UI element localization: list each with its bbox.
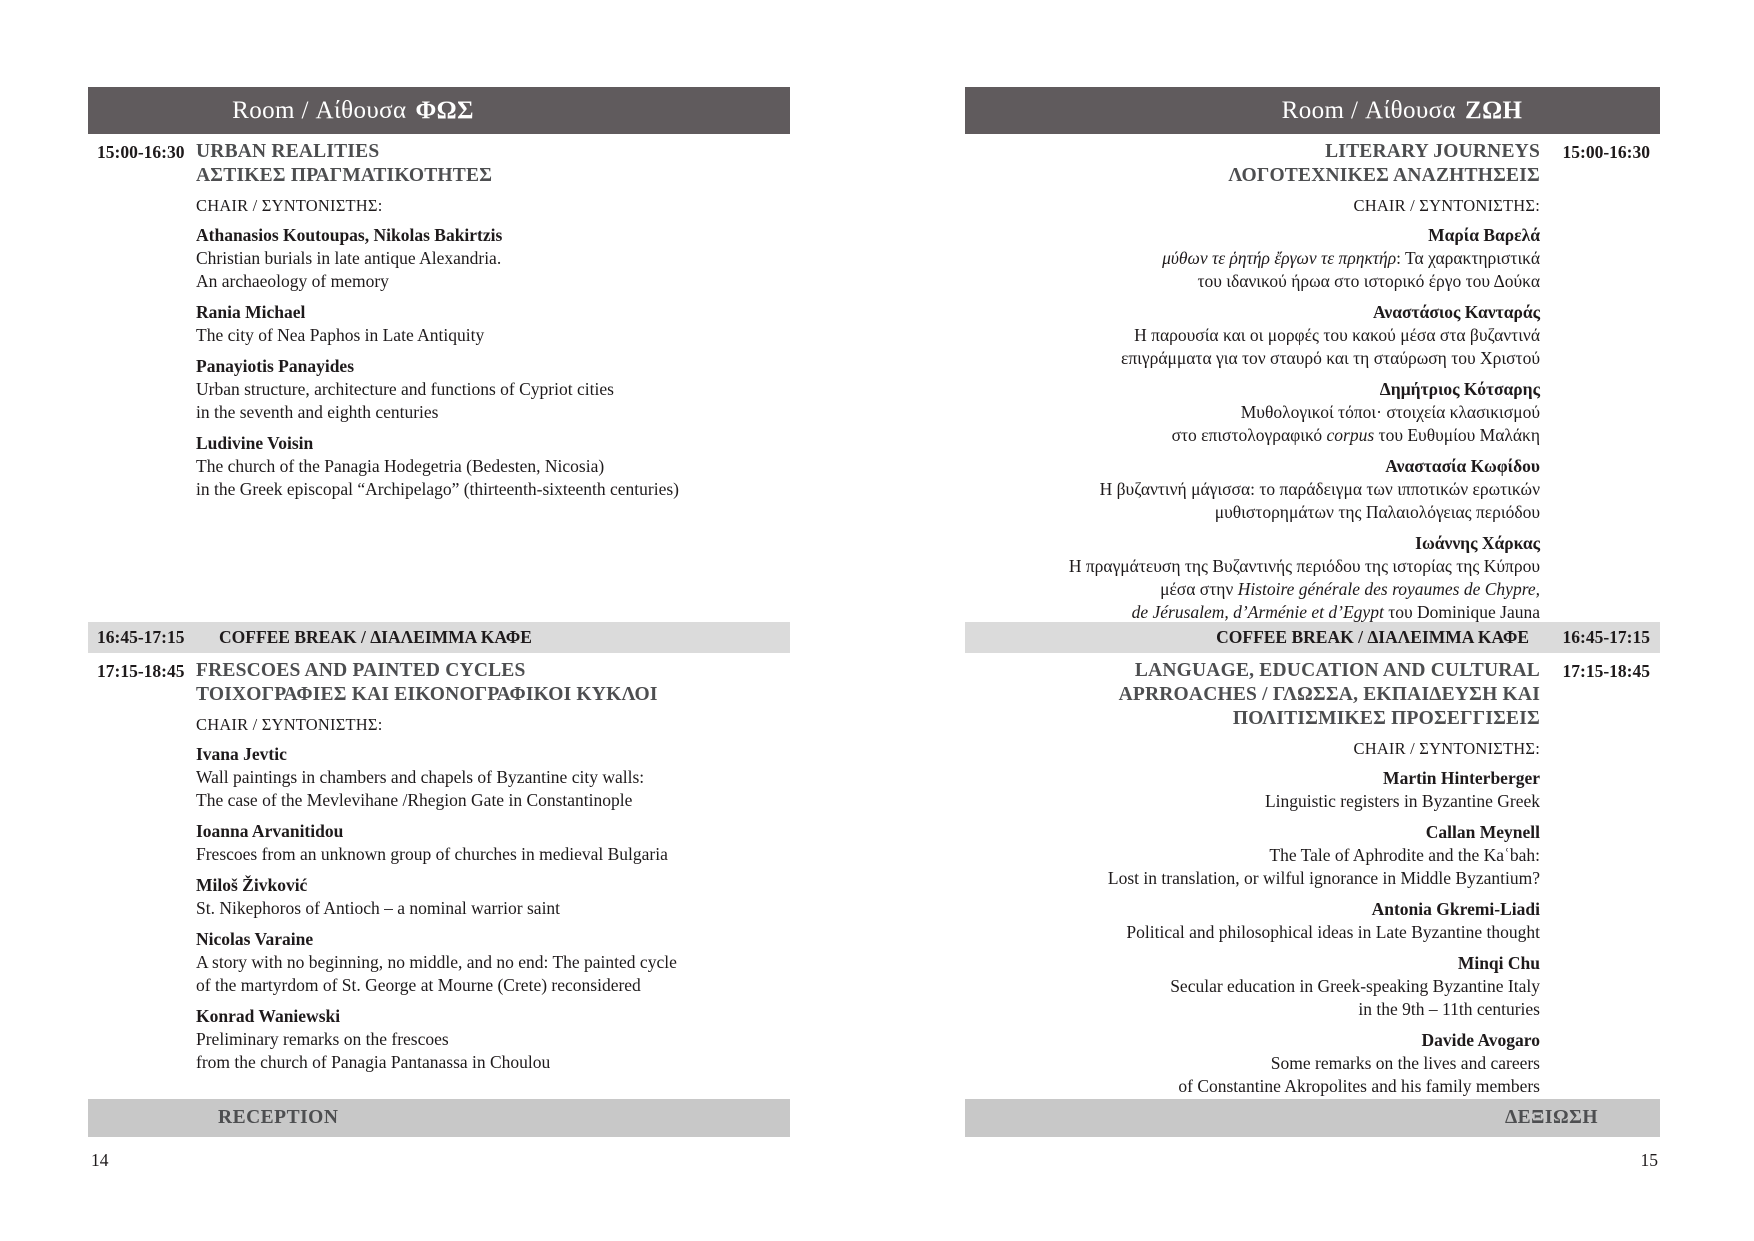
- paper-entry: [971, 532, 1540, 624]
- session-block: [965, 140, 1660, 624]
- session-title: [971, 140, 1540, 188]
- paper-title-line: The case of the Mevlevihane /Rhegion Gate in Constantinople: [196, 790, 633, 810]
- paper-author: Δημήτριος Κότσαρης: [1379, 379, 1540, 399]
- text-segment: του Dominique Jauna: [1383, 602, 1540, 622]
- paper-title-line: in the 9th – 11th centuries: [1358, 999, 1540, 1019]
- paper-entry: [971, 224, 1540, 293]
- room-name: ΦΩΣ: [415, 96, 474, 124]
- session-content: [196, 659, 784, 1074]
- paper-author: Konrad Waniewski: [196, 1006, 341, 1026]
- session-content: [196, 140, 784, 501]
- paper-author: Nicolas Varaine: [196, 929, 314, 949]
- paper-title-line: [971, 578, 1540, 601]
- paper-title-line: Η πραγμάτευση της Βυζαντινής περιόδου της ιστορίας της Κύπρου: [1068, 556, 1540, 576]
- coffee-break-time: 16:45-17:15: [97, 627, 185, 647]
- paper-entry: [971, 301, 1540, 370]
- italic-segment: de Jérusalem, d’Arménie et d’Egypt: [1131, 602, 1384, 622]
- footer-event-label: ΔΕΞΙΩΣΗ: [1504, 1107, 1598, 1128]
- paper-author: Ivana Jevtic: [196, 744, 287, 764]
- paper-author: Αναστάσιος Κανταράς: [1373, 302, 1540, 322]
- room-header-title: [88, 87, 618, 134]
- paper-entry: [196, 224, 784, 293]
- session-title-line: LANGUAGE, EDUCATION AND CULTURAL: [1134, 660, 1540, 681]
- session-block: [88, 140, 790, 501]
- paper-author: Miloš Živković: [196, 875, 308, 895]
- paper-entry: [196, 874, 784, 920]
- session-block: [965, 659, 1660, 1098]
- chair-label: CHAIR / ΣΥΝΤΟΝΙΣΤΗΣ:: [1353, 739, 1540, 758]
- session-title-line: ΛΟΓΟΤΕΧΝΙΚΕΣ ΑΝΑΖΗΤΗΣΕΙΣ: [1228, 165, 1540, 186]
- page-number: 14: [91, 1150, 109, 1170]
- chair-label: CHAIR / ΣΥΝΤΟΝΙΣΤΗΣ:: [1353, 196, 1540, 215]
- room-label: Room / Αίθουσα: [1281, 96, 1457, 124]
- session-title-line: FRESCOES AND PAINTED CYCLES: [196, 660, 526, 681]
- paper-title-line: Η παρουσία και οι μορφές του κακού μέσα στα βυζαντινά: [1134, 325, 1540, 345]
- text-segment: στο επιστολογραφικό: [1171, 425, 1327, 445]
- paper-author: Rania Michael: [196, 302, 306, 322]
- paper-title-line: The church of the Panagia Hodegetria (Bedesten, Nicosia): [196, 456, 605, 476]
- paper-author: Ιωάννης Χάρκας: [1415, 533, 1540, 553]
- paper-entry: [196, 355, 784, 424]
- room-label: Room / Αίθουσα: [232, 96, 407, 124]
- paper-author: Davide Avogaro: [1421, 1030, 1540, 1050]
- session-title: [196, 659, 784, 707]
- chair-label: CHAIR / ΣΥΝΤΟΝΙΣΤΗΣ:: [196, 196, 383, 215]
- paper-title-line: Secular education in Greek-speaking Byzantine Italy: [1170, 976, 1540, 996]
- italic-segment: Histoire générale des royaumes de Chypre,: [1237, 579, 1540, 599]
- paper-title-line: του ιδανικού ήρωα στο ιστορικό έργο του Δούκα: [1197, 271, 1540, 291]
- paper-entry: [196, 432, 784, 501]
- session-block: [88, 659, 790, 1074]
- paper-entry: [196, 301, 784, 347]
- paper-title-line: of the martyrdom of St. George at Mourne (Crete) reconsidered: [196, 975, 641, 995]
- paper-entry: [971, 821, 1540, 890]
- paper-title-line: An archaeology of memory: [196, 271, 389, 291]
- paper-author: Antonia Gkremi-Liadi: [1371, 899, 1540, 919]
- room-header-title: [1144, 87, 1660, 134]
- session-title-line: ΠΟΛΙΤΙΣΜΙΚΕΣ ΠΡΟΣΕΓΓΙΣΕΙΣ: [1232, 708, 1540, 729]
- room-header-bar-left: [88, 87, 790, 134]
- page-number: 15: [1640, 1150, 1658, 1170]
- paper-title-line: Urban structure, architecture and functions of Cypriot cities: [196, 379, 614, 399]
- text-segment: : Τα χαρακτηριστικά: [1396, 248, 1540, 268]
- paper-entry: [196, 1005, 784, 1074]
- paper-entry: [971, 952, 1540, 1021]
- footer-event-label: RECEPTION: [218, 1107, 339, 1128]
- paper-author: Minqi Chu: [1457, 953, 1540, 973]
- paper-title-line: from the church of Panagia Pantanassa in Choulou: [196, 1052, 551, 1072]
- coffee-break-bar: [88, 622, 790, 653]
- coffee-break-bar: [965, 622, 1660, 653]
- paper-author: Ludivine Voisin: [196, 433, 314, 453]
- paper-entry: [971, 1029, 1540, 1098]
- paper-title-line: Christian burials in late antique Alexandria.: [196, 248, 502, 268]
- session-time: 17:15-18:45: [97, 661, 185, 681]
- coffee-break-label: COFFEE BREAK / ΔΙΑΛΕΙΜΜΑ ΚΑΦΕ: [1216, 627, 1529, 647]
- paper-author: Panayiotis Panayides: [196, 356, 355, 376]
- session-title: [196, 140, 784, 188]
- coffee-break-label: COFFEE BREAK / ΔΙΑΛΕΙΜΜΑ ΚΑΦΕ: [219, 627, 532, 647]
- text-segment: μέσα στην: [1160, 579, 1238, 599]
- text-segment: του Ευθυμίου Μαλάκη: [1374, 425, 1540, 445]
- paper-author: Martin Hinterberger: [1383, 768, 1540, 788]
- session-title-line: ΑΣΤΙΚΕΣ ΠΡΑΓΜΑΤΙΚΟΤΗΤΕΣ: [196, 165, 493, 186]
- session-time: 15:00-16:30: [1562, 142, 1650, 162]
- paper-title-line: of Constantine Akropolites and his family members: [1178, 1076, 1540, 1096]
- paper-author: Μαρία Βαρελά: [1428, 225, 1540, 245]
- paper-entry: [196, 743, 784, 812]
- session-time: 17:15-18:45: [1562, 661, 1650, 681]
- session-time: 15:00-16:30: [97, 142, 185, 162]
- paper-title-line: The city of Nea Paphos in Late Antiquity: [196, 325, 485, 345]
- session-title: [971, 659, 1540, 731]
- paper-title-line: Frescoes from an unknown group of churches in medieval Bulgaria: [196, 844, 668, 864]
- session-title-line: APRROACHES / ΓΛΩΣΣΑ, ΕΚΠΑΙΔΕΥΣΗ ΚΑΙ: [1118, 684, 1540, 705]
- paper-title-line: επιγράμματα για τον σταυρό και τη σταύρωση του Χριστού: [1120, 348, 1540, 368]
- paper-title-line: A story with no beginning, no middle, and no end: The painted cycle: [196, 952, 677, 972]
- footer-event-bar: [965, 1099, 1660, 1137]
- paper-title-line: [971, 424, 1540, 447]
- paper-title-line: Linguistic registers in Byzantine Greek: [1264, 791, 1540, 811]
- coffee-break-time: 16:45-17:15: [1562, 627, 1650, 647]
- session-title-line: LITERARY JOURNEYS: [1325, 141, 1540, 162]
- paper-title-line: The Tale of Aphrodite and the Kaʿbah:: [1269, 845, 1540, 865]
- paper-title-line: Μυθολογικοί τόποι· στοιχεία κλασικισμού: [1240, 402, 1540, 422]
- session-content: [971, 140, 1540, 624]
- paper-title-line: Political and philosophical ideas in Late Byzantine thought: [1126, 922, 1540, 942]
- italic-segment: μύθων τε ῥητήρ ἔργων τε πρηκτήρ: [1162, 248, 1397, 268]
- session-title-line: ΤΟΙΧΟΓΡΑΦΙΕΣ ΚΑΙ ΕΙΚΟΝΟΓΡΑΦΙΚΟΙ ΚΥΚΛΟΙ: [196, 684, 658, 705]
- paper-entry: [971, 378, 1540, 447]
- paper-entry: [196, 820, 784, 866]
- paper-author: Callan Meynell: [1425, 822, 1540, 842]
- footer-event-bar: [88, 1099, 790, 1137]
- room-name: ΖΩΗ: [1465, 96, 1523, 124]
- paper-title-line: μυθιστορημάτων της Παλαιολόγειας περιόδου: [1214, 502, 1540, 522]
- room-header-bar-right: [965, 87, 1660, 134]
- paper-author: Ioanna Arvanitidou: [196, 821, 344, 841]
- paper-title-line: Lost in translation, or wilful ignorance in Middle Byzantium?: [1107, 868, 1540, 888]
- paper-title-line: Some remarks on the lives and careers: [1270, 1053, 1540, 1073]
- paper-title-line: Wall paintings in chambers and chapels of Byzantine city walls:: [196, 767, 645, 787]
- paper-title-line: in the Greek episcopal “Archipelago” (thirteenth-sixteenth centuries): [196, 479, 679, 499]
- chair-label: CHAIR / ΣΥΝΤΟΝΙΣΤΗΣ:: [196, 715, 383, 734]
- paper-title-line: Preliminary remarks on the frescoes: [196, 1029, 449, 1049]
- paper-title-line: St. Nikephoros of Antioch – a nominal warrior saint: [196, 898, 561, 918]
- paper-title-line: [971, 247, 1540, 270]
- paper-entry: [196, 928, 784, 997]
- session-title-line: URBAN REALITIES: [196, 141, 380, 162]
- paper-title-line: in the seventh and eighth centuries: [196, 402, 439, 422]
- paper-title-line: Η βυζαντινή μάγισσα: το παράδειγμα των ιπποτικών ερωτικών: [1099, 479, 1540, 499]
- paper-entry: [971, 455, 1540, 524]
- paper-author: Αναστασία Κωφίδου: [1385, 456, 1540, 476]
- italic-segment: corpus: [1326, 425, 1375, 445]
- session-content: [971, 659, 1540, 1098]
- paper-title-line: [971, 601, 1540, 624]
- paper-author: Athanasios Koutoupas, Nikolas Bakirtzis: [196, 225, 503, 245]
- paper-entry: [971, 767, 1540, 813]
- paper-entry: [971, 898, 1540, 944]
